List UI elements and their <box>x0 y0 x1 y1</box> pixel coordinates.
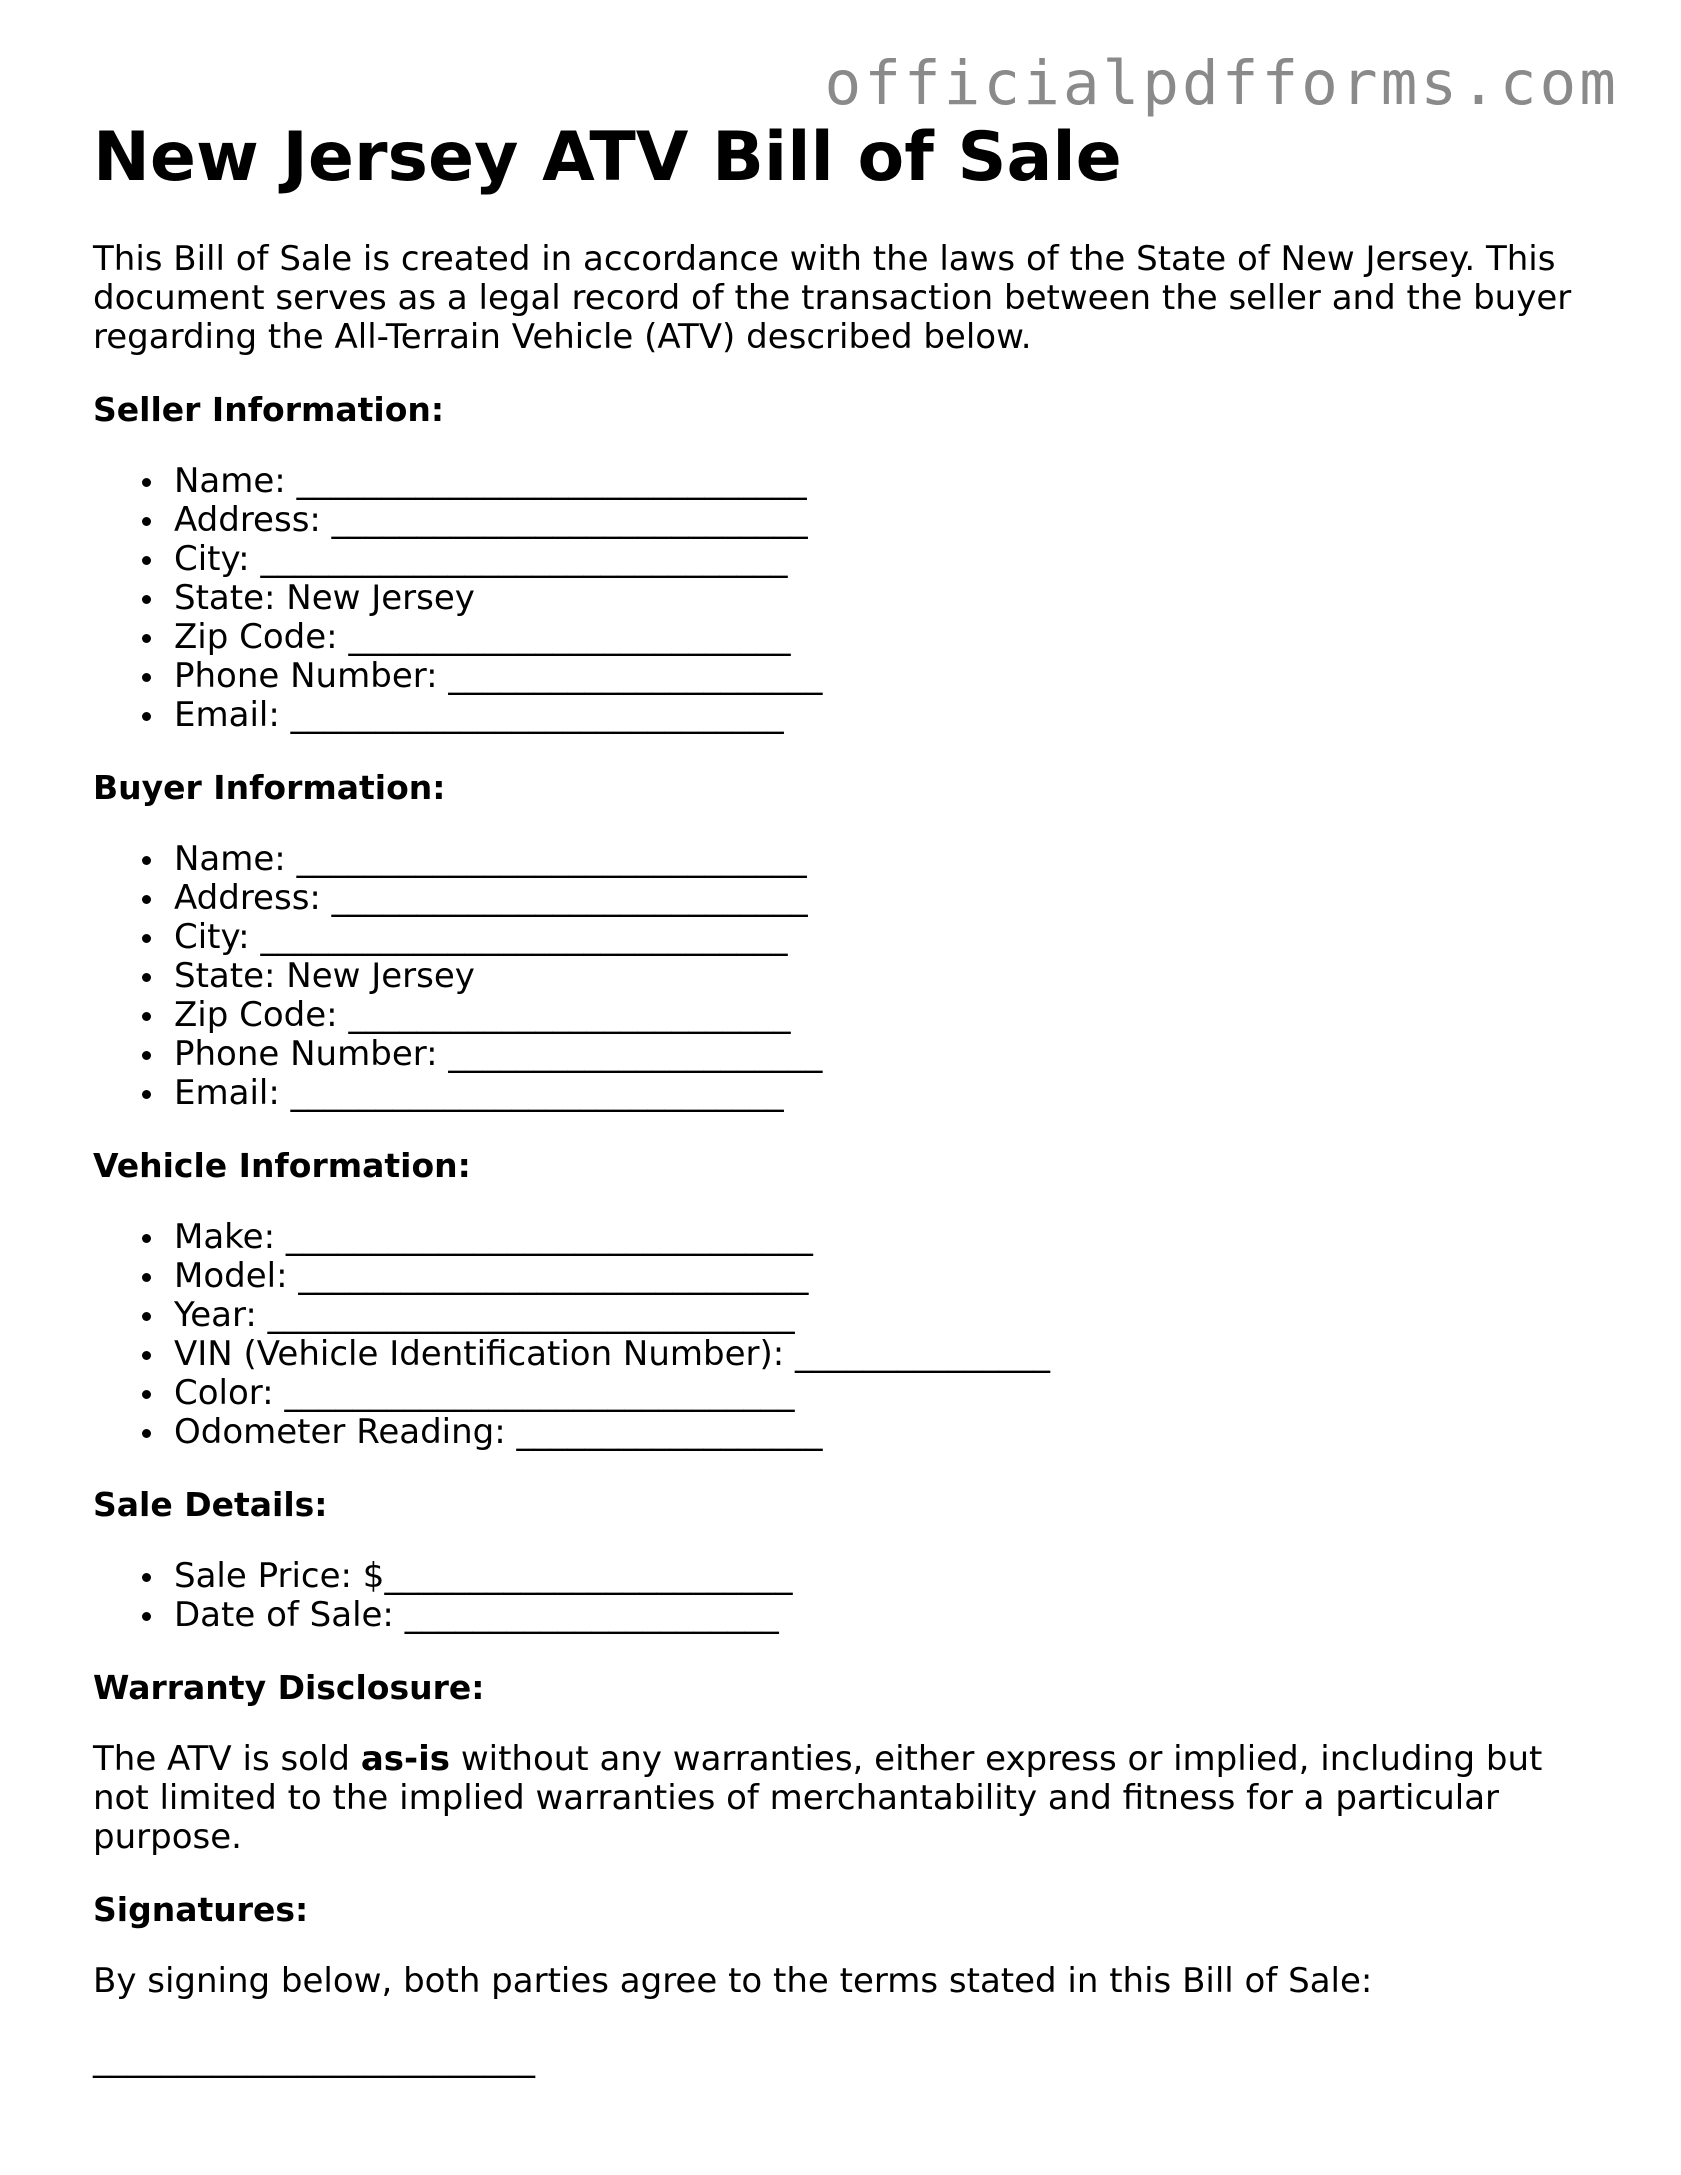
seller-state-field: State: New Jersey <box>174 579 1593 618</box>
vehicle-model-field[interactable]: Model: ______________________________ <box>174 1257 1593 1296</box>
as-is-emphasis: as-is <box>360 1739 451 1779</box>
signatures-heading: Signatures: <box>93 1890 309 1929</box>
sale-date-field[interactable]: Date of Sale: ______________________ <box>174 1596 1593 1635</box>
seller-email-field[interactable]: Email: _____________________________ <box>174 696 1593 735</box>
sale-heading: Sale Details: <box>93 1485 328 1524</box>
seller-address-field[interactable]: Address: ____________________________ <box>174 501 1593 540</box>
vehicle-odometer-field[interactable]: Odometer Reading: __________________ <box>174 1413 1593 1452</box>
vehicle-heading: Vehicle Information: <box>93 1146 471 1185</box>
vehicle-fields <box>93 1218 1593 1452</box>
vehicle-make-field[interactable]: Make: _______________________________ <box>174 1218 1593 1257</box>
intro-paragraph: This Bill of Sale is created in accordance with the laws of the State of New Jersey. This document serves as a legal record of the transaction between the seller and the buyer regarding the All-Terrain Vehicle (ATV) described below. <box>93 239 1572 357</box>
sale-price-field[interactable]: Sale Price: $________________________ <box>174 1557 1593 1596</box>
signature-line[interactable]: __________________________ <box>93 2039 535 2079</box>
buyer-zip-field[interactable]: Zip Code: __________________________ <box>174 996 1593 1035</box>
seller-city-field[interactable]: City: _______________________________ <box>174 540 1593 579</box>
buyer-name-field[interactable]: Name: ______________________________ <box>174 840 1593 879</box>
buyer-email-field[interactable]: Email: _____________________________ <box>174 1074 1593 1113</box>
seller-heading: Seller Information: <box>93 390 445 429</box>
seller-zip-field[interactable]: Zip Code: __________________________ <box>174 618 1593 657</box>
buyer-fields <box>93 840 1593 1113</box>
document-page <box>93 118 1593 2079</box>
buyer-state-field: State: New Jersey <box>174 957 1593 996</box>
seller-name-field[interactable]: Name: ______________________________ <box>174 462 1593 501</box>
warranty-paragraph: The ATV is sold as-is without any warranties, either express or implied, including but not limited to the implied warranties of merchantability and fitness for a particular purpose. <box>93 1739 1543 1857</box>
seller-fields <box>93 462 1593 735</box>
buyer-heading: Buyer Information: <box>93 768 446 807</box>
vehicle-color-field[interactable]: Color: ______________________________ <box>174 1374 1593 1413</box>
sale-fields <box>93 1557 1593 1635</box>
site-watermark: officialpdfforms.com <box>824 48 1619 119</box>
seller-phone-field[interactable]: Phone Number: ______________________ <box>174 657 1593 696</box>
vehicle-vin-field[interactable]: VIN (Vehicle Identification Number): _______________ <box>174 1335 1593 1374</box>
vehicle-year-field[interactable]: Year: _______________________________ <box>174 1296 1593 1335</box>
warranty-heading: Warranty Disclosure: <box>93 1668 485 1707</box>
buyer-address-field[interactable]: Address: ____________________________ <box>174 879 1593 918</box>
buyer-city-field[interactable]: City: _______________________________ <box>174 918 1593 957</box>
signatures-paragraph: By signing below, both parties agree to the terms stated in this Bill of Sale: <box>93 1961 1373 2001</box>
buyer-phone-field[interactable]: Phone Number: ______________________ <box>174 1035 1593 1074</box>
page-title: New Jersey ATV Bill of Sale <box>93 118 1122 197</box>
